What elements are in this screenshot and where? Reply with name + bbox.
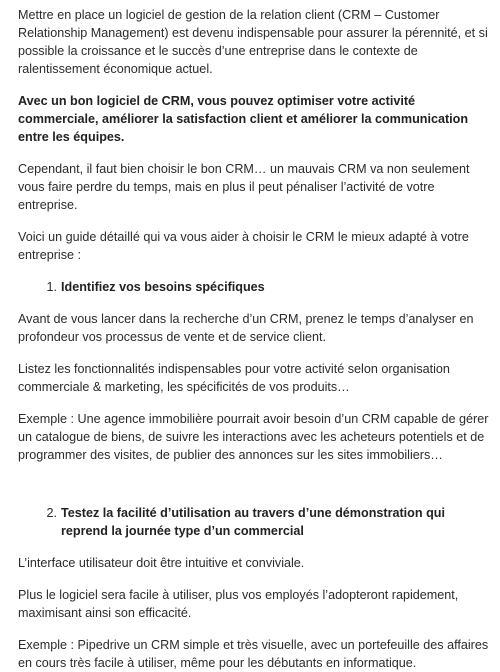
analysis-paragraph: Avant de vous lancer dans la recherche d’un CRM, prenez le temps d’analyser en profondeur vos processus de vente et de service client. <box>18 312 474 344</box>
intro-paragraph: Mettre en place un logiciel de gestion de la relation client (CRM – Customer Relationship Management) est devenu indispensable pour assurer la pérennité, et si possible la croissance et le succès d’une entreprise dans le contexte de ralentissement économique actuel. <box>18 8 488 76</box>
real-estate-example-paragraph: Exemple : Une agence immobilière pourrait avoir besoin d’un CRM capable de gérer un catalogue de biens, de suivre les interactions avec les acheteurs potentiels et de programmer des visites, de publier des annonces sur les sites immobiliers… <box>18 412 489 462</box>
pipedrive-example-paragraph: Exemple : Pipedrive un CRM simple et très visuelle, avec un portefeuille des affaires en cours très facile à utiliser, même pour les débutants en informatique. <box>18 638 489 670</box>
adoption-paragraph: Plus le logiciel sera facile à utiliser, plus vos employés l’adopteront rapidement, maximisant ainsi son efficacité. <box>18 588 459 620</box>
guide-intro-paragraph: Voici un guide détaillé qui va vous aider à choisir le CRM le mieux adapté à votre entreprise : <box>18 230 469 262</box>
list-number: 1. <box>46 280 57 294</box>
section-heading-needs: Identifiez vos besoins spécifiques <box>61 280 265 294</box>
list-number: 2. <box>46 506 57 520</box>
interface-paragraph: L’interface utilisateur doit être intuitive et conviviale. <box>18 556 305 570</box>
features-paragraph: Listez les fonctionnalités indispensables pour votre activité selon organisation commerciale & marketing, les spécificités de vos produits… <box>18 362 450 394</box>
warning-paragraph: Cependant, il faut bien choisir le bon CRM… un mauvais CRM va non seulement vous faire perdre du temps, mais en plus il peut pénaliser l’activité de votre entreprise. <box>18 162 470 212</box>
key-benefit-paragraph: Avec un bon logiciel de CRM, vous pouvez optimiser votre activité commerciale, améliorer la satisfaction client et améliorer la communication entre les équipes. <box>18 94 469 144</box>
list-item-usability <box>18 504 494 540</box>
section-heading-usability: Testez la facilité d’utilisation au travers d’une démonstration qui reprend la journée type d’un commercial <box>61 506 445 538</box>
spacer <box>18 478 494 504</box>
list-item-needs <box>18 278 494 296</box>
